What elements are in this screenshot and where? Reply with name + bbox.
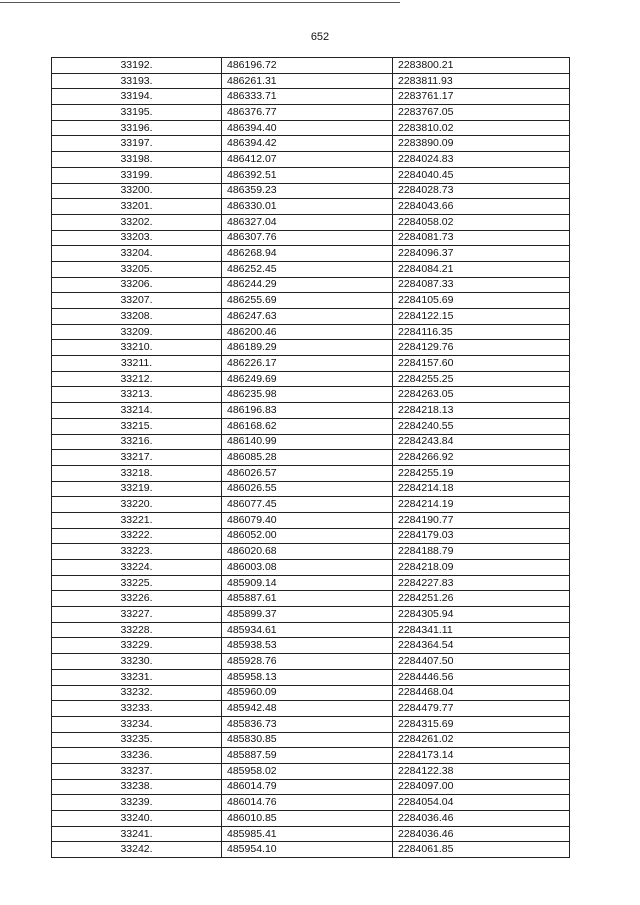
point-number-cell: 33222. <box>52 528 222 544</box>
table-row <box>52 842 570 858</box>
point-number-cell: 33208. <box>52 309 222 325</box>
table-row <box>52 167 570 183</box>
y-coordinate-cell: 2284040.45 <box>393 167 570 183</box>
table-row <box>52 748 570 764</box>
point-number-cell: 33231. <box>52 669 222 685</box>
x-coordinate-cell: 486333.71 <box>222 89 393 105</box>
point-number-cell: 33220. <box>52 497 222 513</box>
table-row <box>52 732 570 748</box>
y-coordinate-cell: 2284081.73 <box>393 230 570 246</box>
y-coordinate-cell: 2284188.79 <box>393 544 570 560</box>
x-coordinate-cell: 486026.55 <box>222 481 393 497</box>
x-coordinate-cell: 486077.45 <box>222 497 393 513</box>
point-number-cell: 33241. <box>52 826 222 842</box>
table-row <box>52 105 570 121</box>
y-coordinate-cell: 2284218.13 <box>393 403 570 419</box>
y-coordinate-cell: 2284251.26 <box>393 591 570 607</box>
point-number-cell: 33209. <box>52 324 222 340</box>
point-number-cell: 33195. <box>52 105 222 121</box>
point-number-cell: 33205. <box>52 261 222 277</box>
point-number-cell: 33225. <box>52 575 222 591</box>
y-coordinate-cell: 2284054.04 <box>393 795 570 811</box>
y-coordinate-cell: 2284446.56 <box>393 669 570 685</box>
x-coordinate-cell: 485830.85 <box>222 732 393 748</box>
x-coordinate-cell: 486168.62 <box>222 418 393 434</box>
point-number-cell: 33204. <box>52 246 222 262</box>
x-coordinate-cell: 486189.29 <box>222 340 393 356</box>
point-number-cell: 33219. <box>52 481 222 497</box>
y-coordinate-cell: 2284266.92 <box>393 450 570 466</box>
x-coordinate-cell: 486394.40 <box>222 120 393 136</box>
point-number-cell: 33235. <box>52 732 222 748</box>
table-row <box>52 434 570 450</box>
table-row <box>52 58 570 74</box>
y-coordinate-cell: 2284261.02 <box>393 732 570 748</box>
point-number-cell: 33201. <box>52 199 222 215</box>
table-row <box>52 481 570 497</box>
point-number-cell: 33221. <box>52 512 222 528</box>
table-row <box>52 73 570 89</box>
x-coordinate-cell: 485985.41 <box>222 826 393 842</box>
point-number-cell: 33203. <box>52 230 222 246</box>
y-coordinate-cell: 2284129.76 <box>393 340 570 356</box>
table-row <box>52 356 570 372</box>
y-coordinate-cell: 2284058.02 <box>393 214 570 230</box>
x-coordinate-cell: 486330.01 <box>222 199 393 215</box>
table-row <box>52 261 570 277</box>
table-row <box>52 622 570 638</box>
y-coordinate-cell: 2284043.66 <box>393 199 570 215</box>
x-coordinate-cell: 486014.76 <box>222 795 393 811</box>
y-coordinate-cell: 2284096.37 <box>393 246 570 262</box>
point-number-cell: 33213. <box>52 387 222 403</box>
table-row <box>52 277 570 293</box>
y-coordinate-cell: 2284243.84 <box>393 434 570 450</box>
y-coordinate-cell: 2284255.19 <box>393 465 570 481</box>
table-row <box>52 669 570 685</box>
table-row <box>52 199 570 215</box>
table-row <box>52 403 570 419</box>
table-row <box>52 120 570 136</box>
x-coordinate-cell: 486261.31 <box>222 73 393 89</box>
point-number-cell: 33223. <box>52 544 222 560</box>
y-coordinate-cell: 2284116.35 <box>393 324 570 340</box>
point-number-cell: 33236. <box>52 748 222 764</box>
x-coordinate-cell: 486196.83 <box>222 403 393 419</box>
table-row <box>52 512 570 528</box>
y-coordinate-cell: 2284028.73 <box>393 183 570 199</box>
table-row <box>52 826 570 842</box>
x-coordinate-cell: 486252.45 <box>222 261 393 277</box>
point-number-cell: 33238. <box>52 779 222 795</box>
x-coordinate-cell: 486196.72 <box>222 58 393 74</box>
x-coordinate-cell: 485928.76 <box>222 654 393 670</box>
x-coordinate-cell: 485938.53 <box>222 638 393 654</box>
x-coordinate-cell: 486200.46 <box>222 324 393 340</box>
x-coordinate-cell: 486255.69 <box>222 293 393 309</box>
table-row <box>52 183 570 199</box>
point-number-cell: 33211. <box>52 356 222 372</box>
x-coordinate-cell: 486079.40 <box>222 512 393 528</box>
y-coordinate-cell: 2284214.19 <box>393 497 570 513</box>
y-coordinate-cell: 2284036.46 <box>393 826 570 842</box>
y-coordinate-cell: 2284157.60 <box>393 356 570 372</box>
top-rule <box>0 2 400 3</box>
table-row <box>52 716 570 732</box>
x-coordinate-cell: 486249.69 <box>222 371 393 387</box>
table-row <box>52 230 570 246</box>
table-row <box>52 136 570 152</box>
x-coordinate-cell: 486226.17 <box>222 356 393 372</box>
y-coordinate-cell: 2284190.77 <box>393 512 570 528</box>
point-number-cell: 33197. <box>52 136 222 152</box>
point-number-cell: 33224. <box>52 560 222 576</box>
x-coordinate-cell: 485899.37 <box>222 607 393 623</box>
table-row <box>52 575 570 591</box>
point-number-cell: 33227. <box>52 607 222 623</box>
x-coordinate-cell: 485934.61 <box>222 622 393 638</box>
table-row <box>52 309 570 325</box>
x-coordinate-cell: 486412.07 <box>222 152 393 168</box>
table-row <box>52 591 570 607</box>
point-number-cell: 33207. <box>52 293 222 309</box>
y-coordinate-cell: 2283811.93 <box>393 73 570 89</box>
point-number-cell: 33216. <box>52 434 222 450</box>
y-coordinate-cell: 2284097.00 <box>393 779 570 795</box>
y-coordinate-cell: 2283890.09 <box>393 136 570 152</box>
table-row <box>52 811 570 827</box>
x-coordinate-cell: 486026.57 <box>222 465 393 481</box>
point-number-cell: 33237. <box>52 763 222 779</box>
table-row <box>52 654 570 670</box>
point-number-cell: 33233. <box>52 701 222 717</box>
y-coordinate-cell: 2284024.83 <box>393 152 570 168</box>
y-coordinate-cell: 2284179.03 <box>393 528 570 544</box>
x-coordinate-cell: 485954.10 <box>222 842 393 858</box>
table-row <box>52 607 570 623</box>
point-number-cell: 33196. <box>52 120 222 136</box>
table-row <box>52 340 570 356</box>
point-number-cell: 33214. <box>52 403 222 419</box>
x-coordinate-cell: 486376.77 <box>222 105 393 121</box>
point-number-cell: 33239. <box>52 795 222 811</box>
y-coordinate-cell: 2284122.15 <box>393 309 570 325</box>
y-coordinate-cell: 2284105.69 <box>393 293 570 309</box>
table-row <box>52 246 570 262</box>
y-coordinate-cell: 2283761.17 <box>393 89 570 105</box>
y-coordinate-cell: 2284263.05 <box>393 387 570 403</box>
point-number-cell: 33194. <box>52 89 222 105</box>
x-coordinate-cell: 485958.13 <box>222 669 393 685</box>
coordinates-table-body <box>52 58 570 858</box>
table-row <box>52 89 570 105</box>
table-row <box>52 324 570 340</box>
point-number-cell: 33212. <box>52 371 222 387</box>
point-number-cell: 33232. <box>52 685 222 701</box>
table-row <box>52 450 570 466</box>
y-coordinate-cell: 2284305.94 <box>393 607 570 623</box>
point-number-cell: 33202. <box>52 214 222 230</box>
table-row <box>52 497 570 513</box>
table-row <box>52 544 570 560</box>
point-number-cell: 33234. <box>52 716 222 732</box>
table-row <box>52 560 570 576</box>
y-coordinate-cell: 2284479.77 <box>393 701 570 717</box>
y-coordinate-cell: 2284084.21 <box>393 261 570 277</box>
point-number-cell: 33198. <box>52 152 222 168</box>
point-number-cell: 33200. <box>52 183 222 199</box>
y-coordinate-cell: 2284173.14 <box>393 748 570 764</box>
x-coordinate-cell: 486235.98 <box>222 387 393 403</box>
x-coordinate-cell: 486052.00 <box>222 528 393 544</box>
point-number-cell: 33192. <box>52 58 222 74</box>
y-coordinate-cell: 2283810.02 <box>393 120 570 136</box>
point-number-cell: 33240. <box>52 811 222 827</box>
table-row <box>52 465 570 481</box>
page-number: 652 <box>310 31 330 43</box>
table-row <box>52 371 570 387</box>
y-coordinate-cell: 2284468.04 <box>393 685 570 701</box>
y-coordinate-cell: 2284036.46 <box>393 811 570 827</box>
table-row <box>52 293 570 309</box>
x-coordinate-cell: 486392.51 <box>222 167 393 183</box>
point-number-cell: 33206. <box>52 277 222 293</box>
y-coordinate-cell: 2284341.11 <box>393 622 570 638</box>
x-coordinate-cell: 486268.94 <box>222 246 393 262</box>
x-coordinate-cell: 486327.04 <box>222 214 393 230</box>
point-number-cell: 33242. <box>52 842 222 858</box>
table-row <box>52 779 570 795</box>
x-coordinate-cell: 486247.63 <box>222 309 393 325</box>
x-coordinate-cell: 486307.76 <box>222 230 393 246</box>
y-coordinate-cell: 2284240.55 <box>393 418 570 434</box>
coordinates-table <box>51 57 570 858</box>
x-coordinate-cell: 485960.09 <box>222 685 393 701</box>
point-number-cell: 33199. <box>52 167 222 183</box>
x-coordinate-cell: 485887.61 <box>222 591 393 607</box>
x-coordinate-cell: 485958.02 <box>222 763 393 779</box>
table-row <box>52 214 570 230</box>
y-coordinate-cell: 2284315.69 <box>393 716 570 732</box>
y-coordinate-cell: 2284364.54 <box>393 638 570 654</box>
point-number-cell: 33193. <box>52 73 222 89</box>
x-coordinate-cell: 486359.23 <box>222 183 393 199</box>
x-coordinate-cell: 485942.48 <box>222 701 393 717</box>
point-number-cell: 33228. <box>52 622 222 638</box>
y-coordinate-cell: 2284407.50 <box>393 654 570 670</box>
table-row <box>52 528 570 544</box>
table-row <box>52 387 570 403</box>
point-number-cell: 33215. <box>52 418 222 434</box>
y-coordinate-cell: 2284087.33 <box>393 277 570 293</box>
point-number-cell: 33217. <box>52 450 222 466</box>
y-coordinate-cell: 2284061.85 <box>393 842 570 858</box>
table-row <box>52 795 570 811</box>
point-number-cell: 33229. <box>52 638 222 654</box>
point-number-cell: 33230. <box>52 654 222 670</box>
y-coordinate-cell: 2284255.25 <box>393 371 570 387</box>
table-row <box>52 152 570 168</box>
x-coordinate-cell: 486020.68 <box>222 544 393 560</box>
x-coordinate-cell: 485909.14 <box>222 575 393 591</box>
y-coordinate-cell: 2283767.05 <box>393 105 570 121</box>
table-row <box>52 701 570 717</box>
x-coordinate-cell: 486140.99 <box>222 434 393 450</box>
point-number-cell: 33226. <box>52 591 222 607</box>
point-number-cell: 33218. <box>52 465 222 481</box>
x-coordinate-cell: 485836.73 <box>222 716 393 732</box>
table-row <box>52 638 570 654</box>
x-coordinate-cell: 486085.28 <box>222 450 393 466</box>
y-coordinate-cell: 2284227.83 <box>393 575 570 591</box>
point-number-cell: 33210. <box>52 340 222 356</box>
x-coordinate-cell: 486003.08 <box>222 560 393 576</box>
x-coordinate-cell: 486014.79 <box>222 779 393 795</box>
x-coordinate-cell: 486394.42 <box>222 136 393 152</box>
x-coordinate-cell: 486010.85 <box>222 811 393 827</box>
y-coordinate-cell: 2284218.09 <box>393 560 570 576</box>
y-coordinate-cell: 2284214.18 <box>393 481 570 497</box>
x-coordinate-cell: 485887.59 <box>222 748 393 764</box>
x-coordinate-cell: 486244.29 <box>222 277 393 293</box>
y-coordinate-cell: 2284122.38 <box>393 763 570 779</box>
table-row <box>52 418 570 434</box>
y-coordinate-cell: 2283800.21 <box>393 58 570 74</box>
table-row <box>52 685 570 701</box>
table-row <box>52 763 570 779</box>
